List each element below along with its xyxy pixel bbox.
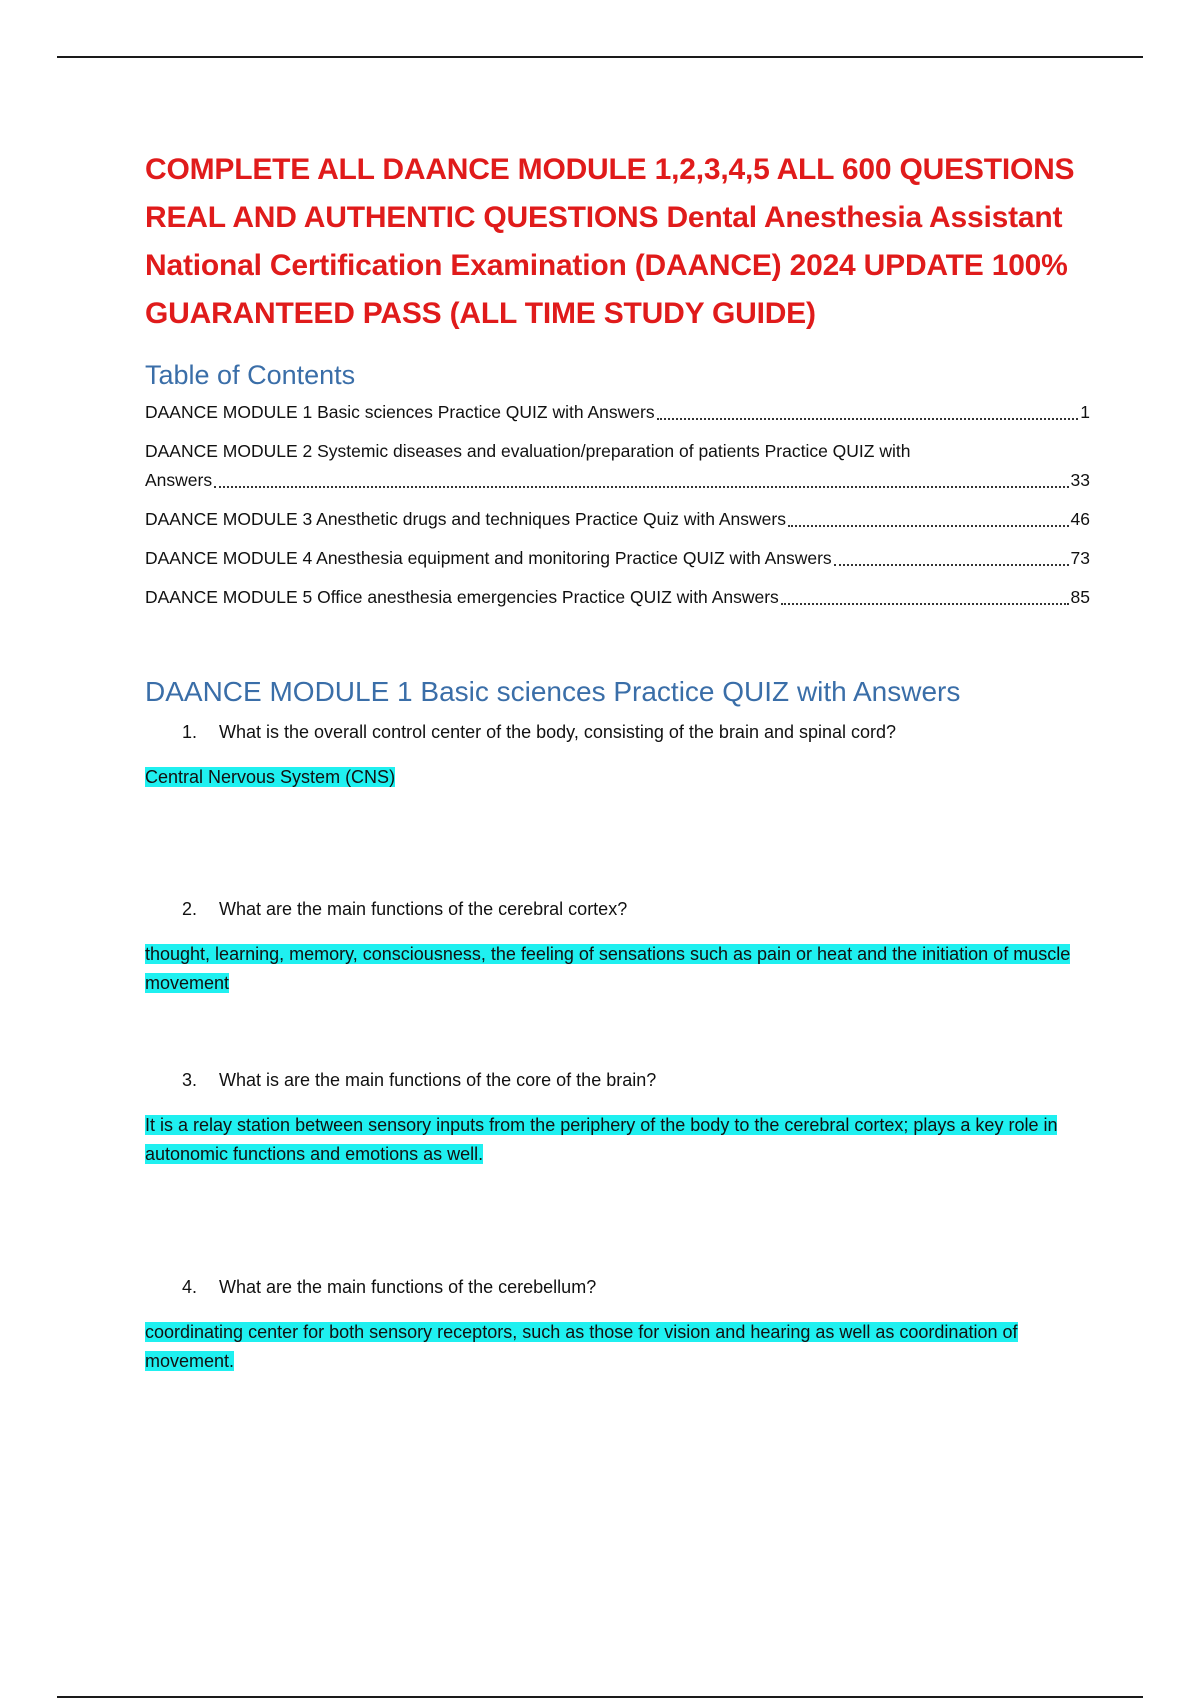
- answer-1: [145, 763, 1090, 792]
- question-number: 2.: [182, 899, 198, 919]
- bottom-rule: [57, 1696, 1143, 1698]
- toc-entry-label: DAANCE MODULE 4 Anesthesia equipment and monitoring Practice QUIZ with Answers: [145, 548, 832, 568]
- toc-page-number: 73: [1070, 548, 1090, 568]
- toc-leader-dots: [788, 525, 1069, 527]
- toc-leader-dots: [834, 564, 1069, 566]
- toc-entry-label: DAANCE MODULE 2 Systemic diseases and evaluation/preparation of patients Practice QUIZ with: [145, 441, 911, 461]
- toc-entry-label: DAANCE MODULE 5 Office anesthesia emergencies Practice QUIZ with Answers: [145, 587, 779, 607]
- question-3: [145, 1066, 1090, 1094]
- toc-entry-label-continued: Answers: [145, 470, 213, 490]
- toc-entry-module-4[interactable]: [145, 544, 1090, 573]
- question-1: [145, 718, 1090, 746]
- question-text: What are the main functions of the cerebral cortex?: [219, 899, 628, 919]
- toc-heading: Table of Contents: [145, 360, 356, 390]
- answer-highlight: thought, learning, memory, consciousness, the feeling of sensations such as pain or heat and the initiation of muscle movement: [145, 944, 1071, 993]
- toc-page-number: 46: [1070, 509, 1090, 529]
- question-text: What are the main functions of the cerebellum?: [219, 1277, 597, 1297]
- answer-4: [145, 1318, 1090, 1376]
- toc-page-number: 33: [1070, 470, 1090, 490]
- question-4: [145, 1273, 1090, 1301]
- answer-2: [145, 940, 1090, 998]
- table-of-contents: [145, 398, 1090, 612]
- answer-highlight: It is a relay station between sensory inputs from the periphery of the body to the cerebral cortex; plays a key role in autonomic functions and emotions as well.: [145, 1115, 1058, 1164]
- toc-entry-module-1[interactable]: [145, 398, 1090, 427]
- document-page: [145, 146, 1090, 1376]
- answer-highlight: Central Nervous System (CNS): [145, 767, 396, 787]
- answer-3: [145, 1111, 1090, 1169]
- question-2: [145, 895, 1090, 923]
- document-title: COMPLETE ALL DAANCE MODULE 1,2,3,4,5 ALL 600 QUESTIONS REAL AND AUTHENTIC QUESTIONS Dental Anesthesia Assistant National Certification Examination (DAANCE) 2024 UPDATE 100% GUARANTEED PASS (ALL TIME STUDY GUIDE): [145, 153, 1075, 330]
- toc-leader-dots: [657, 418, 1079, 420]
- toc-leader-dots: [214, 486, 1068, 488]
- question-number: 4.: [182, 1277, 198, 1297]
- top-rule: [57, 56, 1143, 58]
- question-number: 3.: [182, 1070, 198, 1090]
- toc-entry-module-5[interactable]: [145, 583, 1090, 612]
- toc-page-number: 1: [1080, 402, 1090, 422]
- toc-entry-label: DAANCE MODULE 1 Basic sciences Practice QUIZ with Answers: [145, 402, 655, 422]
- answer-highlight: coordinating center for both sensory receptors, such as those for vision and hearing as well as coordination of movement.: [145, 1322, 1018, 1371]
- toc-entry-label: DAANCE MODULE 3 Anesthetic drugs and techniques Practice Quiz with Answers: [145, 509, 786, 529]
- toc-entry-module-3[interactable]: [145, 505, 1090, 534]
- question-number: 1.: [182, 722, 198, 742]
- toc-entry-module-2[interactable]: [145, 437, 1090, 495]
- question-text: What is are the main functions of the core of the brain?: [219, 1070, 657, 1090]
- quiz-list: [145, 718, 1090, 1376]
- toc-page-number: 85: [1070, 587, 1090, 607]
- toc-leader-dots: [781, 603, 1069, 605]
- question-text: What is the overall control center of the body, consisting of the brain and spinal cord?: [219, 722, 897, 742]
- section-heading: DAANCE MODULE 1 Basic sciences Practice QUIZ with Answers: [145, 676, 961, 707]
